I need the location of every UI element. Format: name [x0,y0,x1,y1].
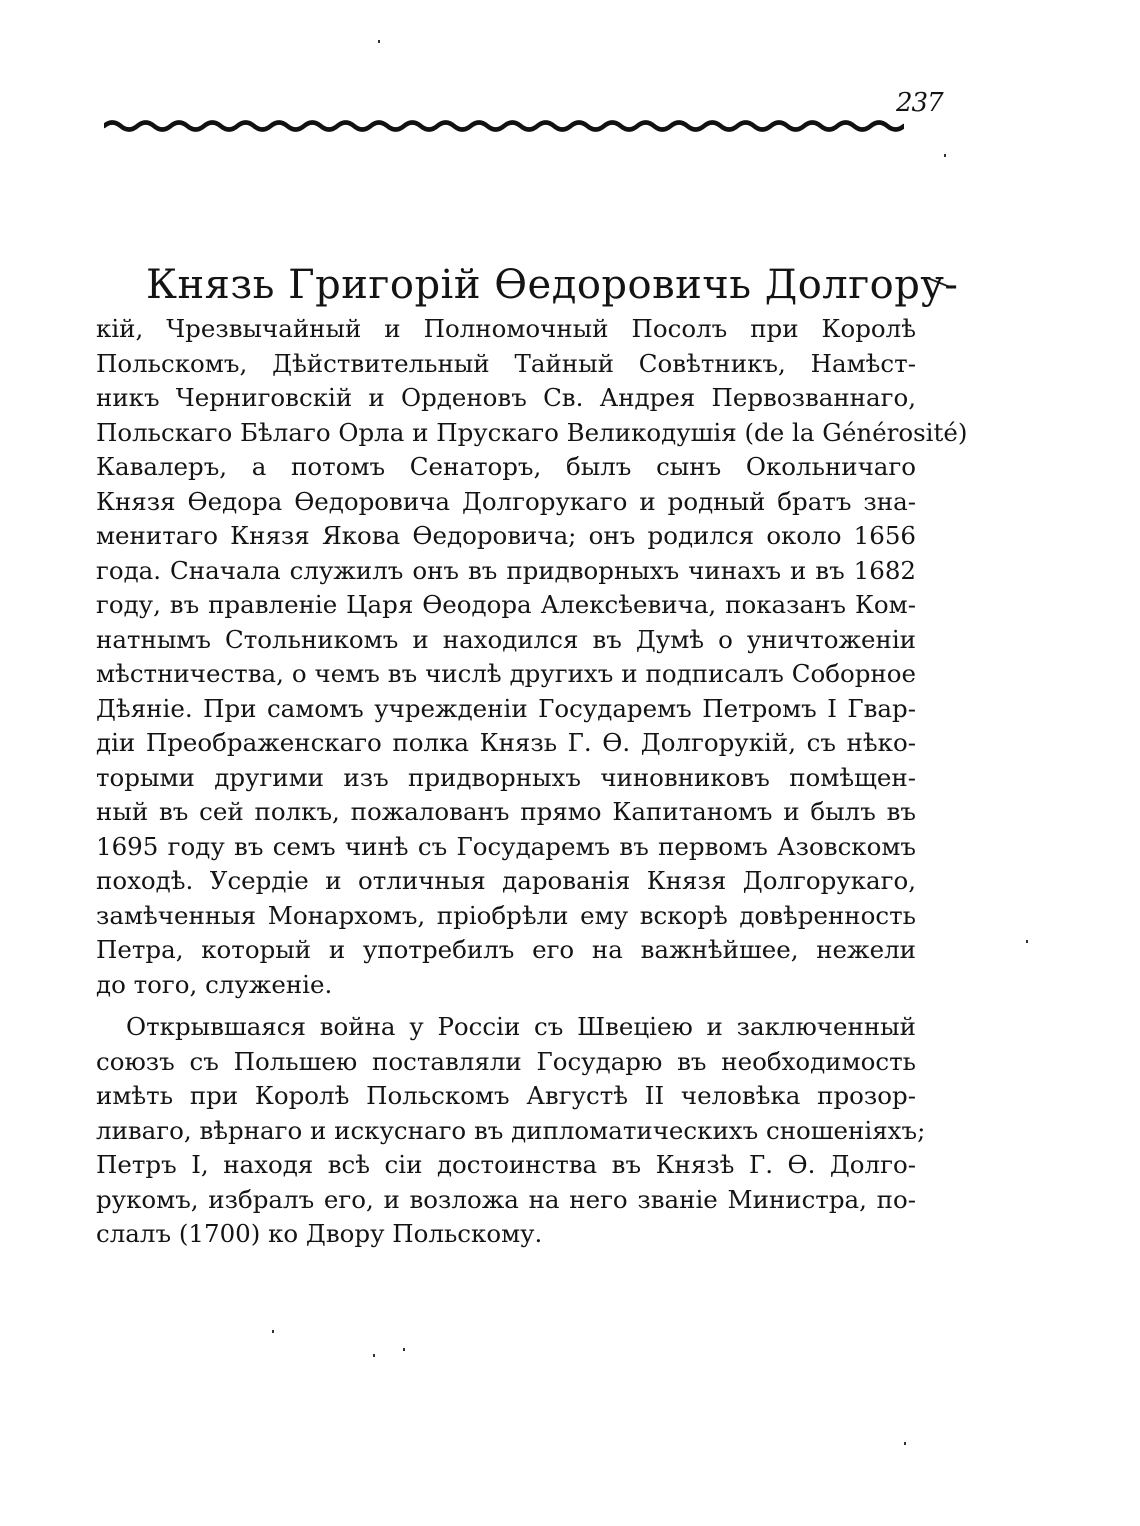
scan-speck [373,1354,375,1357]
text-line: менитаго Князя Якова Өедоровича; онъ родился около 1656 [96,521,916,550]
page-number: 237 [896,88,943,118]
text-line: Польскаго Бѣлаго Орла и Прускаго Великодушія (de la Générosité) [96,417,968,447]
text-line: Петра, который и употребилъ его на важнѣйшее, нежели [96,935,916,964]
article-text [96,258,968,1252]
text-line: Петръ I, находя всѣ сіи достоинства въ Князѣ Г. Ө. Долго- [96,1150,916,1179]
wavy-rule-ornament [104,106,904,142]
article-heading: Князь Григорій Өедоровичь Долгору- [146,262,959,308]
text-line: кій, Чрезвычайный и Полномочный Посолъ при Королѣ [96,314,916,343]
scan-speck [904,1442,906,1445]
text-line: торыми другими изъ придворныхъ чиновниковъ помѣщен- [96,762,916,792]
text-line: діи Преображенскаго полка Князь Г. Ө. Долгорукій, съ нѣко- [96,728,916,757]
text-line: года. Сначала служилъ онъ въ придворныхъ чинахъ и въ 1682 [96,555,916,585]
text-line: Князя Өедора Өедоровича Долгорукаго и родный братъ зна- [96,486,916,516]
text-line: Дѣяніе. При самомъ учрежденіи Государемъ Петромъ I Гвар- [96,693,916,723]
text-line: мѣстничества, о чемъ въ числѣ другихъ и подписалъ Соборное [96,659,916,688]
scan-speck [944,154,946,157]
text-line: слалъ (1700) ко Двору Польскому. [96,1219,543,1248]
text-line: замѣченныя Монархомъ, пріобрѣли ему вскорѣ довѣренность [96,900,916,930]
text-line: году, въ правленіе Царя Өеодора Алексѣевича, показанъ Ком- [96,590,916,619]
scan-speck [1026,940,1028,943]
paragraph-2 [96,1010,926,1252]
scan-speck [272,1330,274,1333]
text-line: походѣ. Усердіе и отличныя дарованія Князя Долгорукаго, [96,866,916,895]
text-line: ливаго, вѣрнаго и искуснаго въ дипломатическихъ сношеніяхъ; [96,1115,926,1145]
paragraph-gap [96,1002,916,1010]
text-line: союзъ съ Польшею поставляли Государю въ необходимость [96,1046,916,1076]
text-line: Польскомъ, Дѣйствительный Тайный Совѣтникъ, Намѣст- [96,348,916,378]
text-line: натнымъ Стольникомъ и находился въ Думѣ о уничтоженіи [96,624,916,654]
text-line: Открывшаяся война у Россіи съ Швеціею и заключенный [126,1012,916,1041]
text-line: рукомъ, избралъ его, и возложа на него званіе Министра, по- [96,1184,916,1214]
paragraph-1 [96,312,968,1002]
text-line: до того, служеніе. [96,969,333,999]
text-line: Кавалеръ, а потомъ Сенаторъ, былъ сынъ Окольничаго [96,452,916,481]
text-line: 1695 году въ семъ чинѣ съ Государемъ въ первомъ Азовскомъ [96,831,916,861]
scan-speck [403,1348,405,1351]
text-line: ный въ сей полкъ, пожалованъ прямо Капитаномъ и былъ въ [96,797,916,826]
scan-speck [378,40,380,43]
text-line: никъ Черниговскій и Орденовъ Св. Андрея Первозваннаго, [96,383,916,412]
text-line: имѣть при Королѣ Польскомъ Августѣ II человѣка прозор- [96,1081,916,1110]
